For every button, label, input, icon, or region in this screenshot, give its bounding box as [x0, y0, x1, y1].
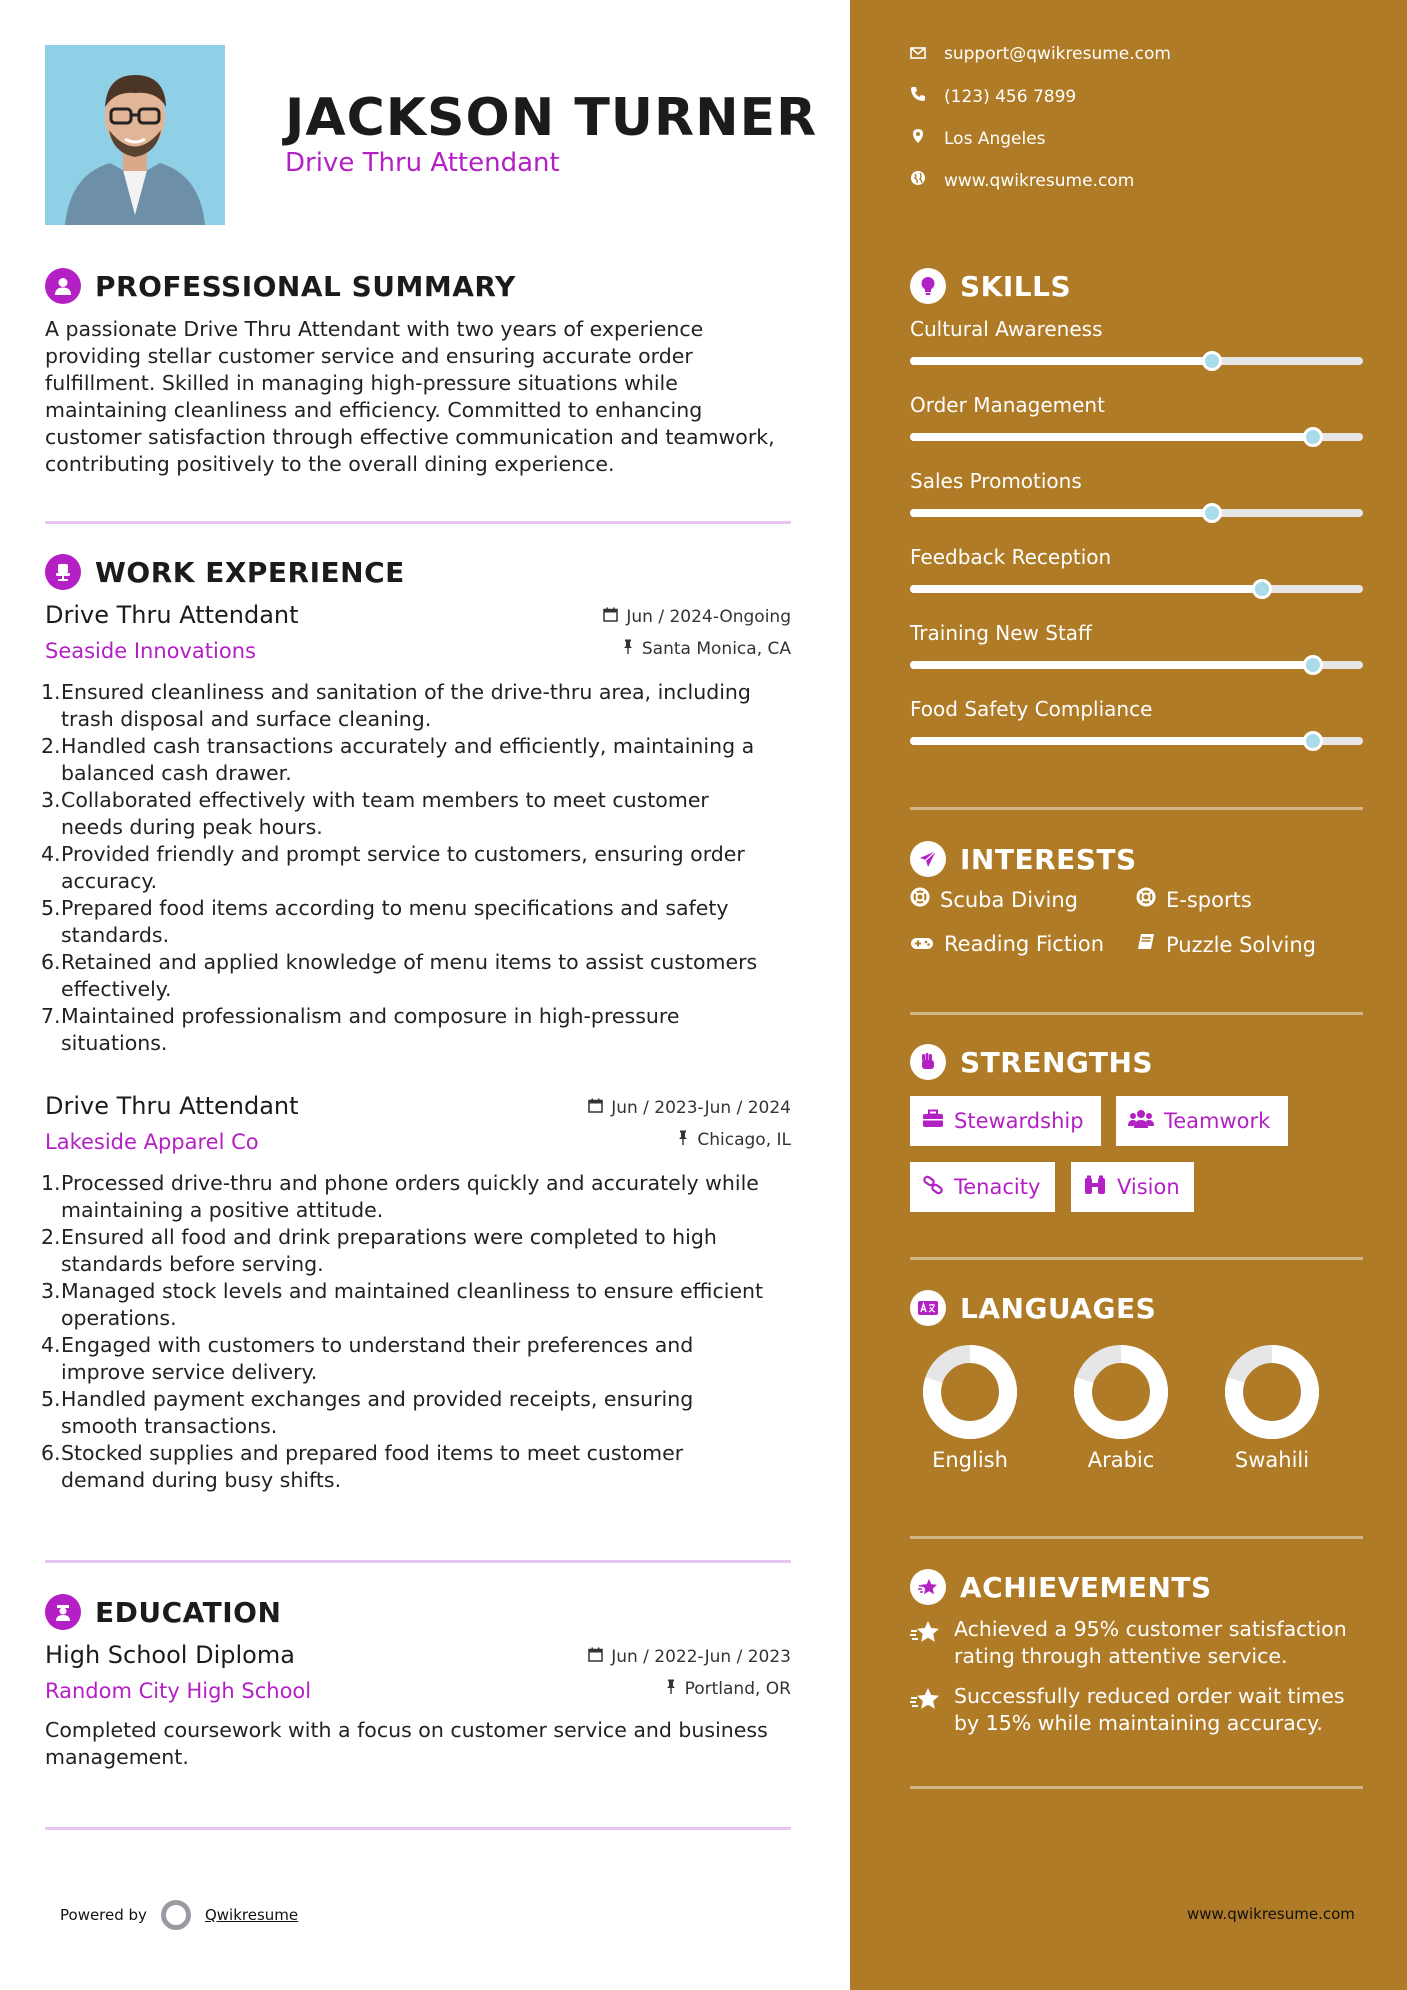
- strength-chip: [1116, 1096, 1288, 1146]
- education-header: [45, 1594, 281, 1630]
- skill-label: Food Safety Compliance: [910, 697, 1153, 721]
- bullet-line: Processed drive-thru and phone orders quickly and accurately while: [61, 1171, 759, 1195]
- bullet-text: [61, 841, 745, 895]
- bullet-number: 1.: [41, 1171, 61, 1195]
- bullet-item: [41, 1386, 791, 1440]
- bullet-line: effectively.: [61, 977, 172, 1001]
- education-date: [588, 1647, 791, 1667]
- bullet-line: Stocked supplies and prepared food items to meet customer: [61, 1441, 684, 1465]
- bullet-text: [61, 1224, 717, 1278]
- powered-by: [60, 1900, 298, 1930]
- life-ring-icon: [910, 887, 930, 912]
- skill-track: [910, 737, 1363, 745]
- bullet-text: [61, 733, 754, 787]
- interests-header: [910, 841, 1137, 877]
- bullet-line: smooth transactions.: [61, 1414, 278, 1438]
- bullet-number: 4.: [41, 1333, 61, 1357]
- gamepad-icon: [910, 932, 934, 956]
- achievement-item: [910, 1683, 1370, 1737]
- bullet-item: [41, 949, 791, 1003]
- interest-label: Reading Fiction: [944, 932, 1105, 956]
- skill-label: Cultural Awareness: [910, 317, 1103, 341]
- envelope-icon: [910, 44, 926, 64]
- briefcase-icon: [922, 1109, 944, 1134]
- office-chair-icon: [45, 554, 81, 590]
- achievement-item: [910, 1616, 1370, 1670]
- achievement-line: rating through attentive service.: [954, 1644, 1288, 1668]
- language-item: [910, 1344, 1030, 1472]
- bullet-line: Handled payment exchanges and provided receipts, ensuring: [61, 1387, 694, 1411]
- job-bullets: [41, 679, 791, 1057]
- skill-item: [910, 393, 1363, 441]
- bullet-number: 6.: [41, 1441, 61, 1465]
- bullet-item: [41, 841, 791, 895]
- education-entry: [45, 1641, 791, 1771]
- interests-title: INTERESTS: [960, 842, 1137, 876]
- strength-label: Teamwork: [1164, 1109, 1271, 1133]
- skill-item: [910, 697, 1363, 745]
- skill-fill: [910, 433, 1313, 441]
- bullet-text: [61, 1386, 693, 1440]
- users-icon: [1128, 1109, 1154, 1134]
- candidate-role: Drive Thru Attendant: [285, 148, 560, 178]
- pin-icon: [622, 639, 634, 659]
- achievement-line: by 15% while maintaining accuracy.: [954, 1711, 1323, 1735]
- skill-label: Sales Promotions: [910, 469, 1082, 493]
- calendar-icon: [603, 607, 618, 627]
- strength-chip: [910, 1162, 1055, 1212]
- skill-slider-handle: [1202, 503, 1222, 523]
- graduate-icon: [45, 1594, 81, 1630]
- bullet-line: Prepared food items according to menu specifications and safety: [61, 896, 729, 920]
- achievement-line: Successfully reduced order wait times: [954, 1684, 1345, 1708]
- calendar-icon: [588, 1647, 603, 1667]
- divider: [910, 807, 1363, 810]
- skill-track: [910, 357, 1363, 365]
- job-entry: [41, 1092, 791, 1494]
- bullet-text: [61, 949, 757, 1003]
- contact-website-text: www.qwikresume.com: [944, 170, 1135, 191]
- education-location: [665, 1679, 791, 1699]
- job-location-text: Santa Monica, CA: [641, 639, 791, 659]
- bullet-line: Retained and applied knowledge of menu items to assist customers: [61, 950, 758, 974]
- experience-header: [45, 554, 405, 590]
- bullet-text: [61, 1440, 683, 1494]
- bullet-item: [41, 1170, 791, 1224]
- skill-item: [910, 469, 1363, 517]
- contact-email[interactable]: [910, 44, 1171, 64]
- bullet-line: Provided friendly and prompt service to customers, ensuring order: [61, 842, 745, 866]
- summary-header: [45, 268, 516, 304]
- interest-item: [910, 932, 1104, 956]
- job-title: Drive Thru Attendant: [45, 601, 299, 629]
- bullet-text: [61, 787, 709, 841]
- education-date-text: Jun / 2022-Jun / 2023: [611, 1647, 791, 1667]
- bullet-item: [41, 1003, 791, 1057]
- bullet-number: 5.: [41, 896, 61, 920]
- bullet-item: [41, 1224, 791, 1278]
- skill-fill: [910, 357, 1212, 365]
- divider: [910, 1257, 1363, 1260]
- pin-icon: [665, 1679, 677, 1699]
- user-icon: [45, 268, 81, 304]
- divider: [910, 1012, 1363, 1015]
- interest-item: [910, 887, 1078, 912]
- bullet-line: needs during peak hours.: [61, 815, 323, 839]
- bullet-line: demand during busy shifts.: [61, 1468, 342, 1492]
- interest-label: Scuba Diving: [940, 887, 1078, 912]
- divider: [910, 1536, 1363, 1539]
- bullet-item: [41, 1332, 791, 1386]
- bullet-text: [61, 1003, 679, 1057]
- achievement-line: Achieved a 95% customer satisfaction: [954, 1617, 1347, 1641]
- achievements-header: [910, 1569, 1212, 1605]
- interest-item: [1136, 887, 1252, 912]
- skills-header: [910, 268, 1071, 304]
- bullet-line: Ensured cleanliness and sanitation of the drive-thru area, including: [61, 680, 751, 704]
- bullet-line: improve service delivery.: [61, 1360, 318, 1384]
- achievement-text: [954, 1683, 1345, 1737]
- powered-by-label: Powered by: [60, 1906, 147, 1924]
- skill-label: Feedback Reception: [910, 545, 1112, 569]
- bullet-number: 5.: [41, 1387, 61, 1411]
- bullet-number: 1.: [41, 680, 61, 704]
- bullet-line: Handled cash transactions accurately and efficiently, maintaining a: [61, 734, 755, 758]
- achievements-title: ACHIEVEMENTS: [960, 1570, 1212, 1604]
- divider: [45, 521, 791, 524]
- divider: [45, 1560, 791, 1563]
- skill-item: [910, 545, 1363, 593]
- skill-item: [910, 621, 1363, 669]
- star-badge-icon: [910, 1619, 942, 1670]
- calendar-icon: [588, 1098, 603, 1118]
- bullet-line: Maintained professionalism and composure in high-pressure: [61, 1004, 680, 1028]
- star-badge-icon: [910, 1569, 946, 1605]
- language-item: [1061, 1344, 1181, 1472]
- skill-track: [910, 433, 1363, 441]
- job-entry: [41, 601, 791, 1057]
- degree-title: High School Diploma: [45, 1641, 295, 1669]
- job-location-text: Chicago, IL: [697, 1130, 791, 1150]
- bullet-line: balanced cash drawer.: [61, 761, 292, 785]
- skill-slider-handle: [1202, 351, 1222, 371]
- summary-text: A passionate Drive Thru Attendant with two years of experience providing stellar customer service and ensuring accurate order fulfillment. Skilled in managing high-pressure situations while maintaining cleanliness and efficiency. Committed to enhancing customer satisfaction through effective communication and teamwork, contributing positively to the overall dining experience.: [45, 317, 775, 476]
- skill-slider-handle: [1303, 655, 1323, 675]
- skill-track: [910, 509, 1363, 517]
- bullet-number: 3.: [41, 1279, 61, 1303]
- job-title: Drive Thru Attendant: [45, 1092, 299, 1120]
- skill-fill: [910, 661, 1313, 669]
- strengths-header: [910, 1044, 1153, 1080]
- phone-icon: [910, 86, 926, 107]
- skill-track: [910, 661, 1363, 669]
- bullet-item: [41, 1278, 791, 1332]
- bullet-line: operations.: [61, 1306, 177, 1330]
- job-date: [588, 1098, 791, 1118]
- bullet-text: [61, 679, 751, 733]
- strength-chip: [1071, 1162, 1194, 1212]
- bullet-text: [61, 1170, 759, 1224]
- bullet-text: [61, 1332, 693, 1386]
- strength-label: Vision: [1117, 1175, 1180, 1199]
- bullet-text: [61, 895, 729, 949]
- job-date-text: Jun / 2024-Ongoing: [626, 607, 791, 627]
- bullet-number: 4.: [41, 842, 61, 866]
- binoculars-icon: [1083, 1175, 1107, 1200]
- skill-slider-handle: [1303, 427, 1323, 447]
- translate-icon: [910, 1290, 946, 1326]
- fist-icon: [910, 1044, 946, 1080]
- language-level-ring: [922, 1344, 1018, 1440]
- contact-phone[interactable]: [910, 86, 1076, 107]
- bullet-line: trash disposal and surface cleaning.: [61, 707, 432, 731]
- life-ring-icon: [1136, 887, 1156, 912]
- bullet-line: standards before serving.: [61, 1252, 324, 1276]
- contact-website[interactable]: [910, 170, 1134, 191]
- interest-label: Puzzle Solving: [1166, 932, 1316, 957]
- bullet-item: [41, 1440, 791, 1494]
- contact-location-text: Los Angeles: [944, 128, 1046, 149]
- bullet-line: situations.: [61, 1031, 168, 1055]
- education-title: EDUCATION: [95, 1595, 282, 1629]
- bullet-line: accuracy.: [61, 869, 158, 893]
- skill-label: Training New Staff: [910, 621, 1092, 645]
- candidate-name: JACKSON TURNER: [285, 88, 818, 148]
- education-description: Completed coursework with a focus on customer service and business management.: [45, 1718, 768, 1769]
- skill-fill: [910, 509, 1212, 517]
- divider: [45, 1827, 791, 1830]
- bullet-line: Engaged with customers to understand their preferences and: [61, 1333, 694, 1357]
- footer-website[interactable]: www.qwikresume.com: [1187, 1905, 1355, 1923]
- bullet-number: 2.: [41, 1225, 61, 1249]
- bullet-line: maintaining a positive attitude.: [61, 1198, 384, 1222]
- bullet-number: 3.: [41, 788, 61, 812]
- contact-location: [910, 128, 1046, 149]
- bullet-item: [41, 679, 791, 733]
- job-bullets: [41, 1170, 791, 1494]
- skills-title: SKILLS: [960, 269, 1072, 303]
- experience-title: WORK EXPERIENCE: [95, 555, 405, 589]
- skill-fill: [910, 585, 1262, 593]
- achievement-text: [954, 1616, 1347, 1670]
- job-location: [677, 1130, 791, 1150]
- divider: [910, 1786, 1363, 1789]
- bullet-item: [41, 733, 791, 787]
- bullet-number: 6.: [41, 950, 61, 974]
- bullet-line: Managed stock levels and maintained cleanliness to ensure efficient: [61, 1279, 764, 1303]
- language-label: English: [932, 1448, 1008, 1472]
- skill-fill: [910, 737, 1313, 745]
- school-name: Random City High School: [45, 1679, 312, 1703]
- job-company: Seaside Innovations: [45, 639, 256, 663]
- language-level-ring: [1073, 1344, 1169, 1440]
- education-location-text: Portland, OR: [684, 1679, 791, 1699]
- skill-label: Order Management: [910, 393, 1105, 417]
- job-location: [622, 639, 791, 659]
- interest-item: [1136, 932, 1316, 957]
- qwikresume-logo-icon: [161, 1900, 191, 1930]
- bullet-item: [41, 895, 791, 949]
- bullet-number: 2.: [41, 734, 61, 758]
- languages-title: LANGUAGES: [960, 1291, 1157, 1325]
- strengths-title: STRENGTHS: [960, 1045, 1154, 1079]
- map-marker-icon: [910, 128, 926, 149]
- pin-icon: [677, 1130, 689, 1150]
- job-date-text: Jun / 2023-Jun / 2024: [611, 1098, 791, 1118]
- language-label: Arabic: [1087, 1448, 1155, 1472]
- skill-slider-handle: [1303, 731, 1323, 751]
- star-badge-icon: [910, 1686, 942, 1737]
- brand-link[interactable]: Qwikresume: [204, 1906, 299, 1924]
- strength-label: Stewardship: [954, 1109, 1084, 1133]
- paper-plane-icon: [910, 841, 946, 877]
- bullet-number: 7.: [41, 1004, 61, 1028]
- language-item: [1212, 1344, 1332, 1472]
- languages-header: [910, 1290, 1156, 1326]
- bullet-line: standards.: [61, 923, 170, 947]
- bullet-line: Collaborated effectively with team members to meet customer: [61, 788, 709, 812]
- bullet-text: [61, 1278, 763, 1332]
- globe-icon: [910, 170, 926, 191]
- contact-phone-text: (123) 456 7899: [944, 86, 1077, 107]
- skill-item: [910, 317, 1363, 365]
- language-label: Swahili: [1234, 1448, 1310, 1472]
- strength-label: Tenacity: [954, 1175, 1041, 1199]
- interest-label: E-sports: [1166, 887, 1252, 912]
- lightbulb-icon: [910, 268, 946, 304]
- strength-chip: [910, 1096, 1101, 1146]
- contact-email-text: support@qwikresume.com: [944, 44, 1171, 64]
- skill-track: [910, 585, 1363, 593]
- language-level-ring: [1224, 1344, 1320, 1440]
- bullet-item: [41, 787, 791, 841]
- book-icon: [1136, 932, 1156, 957]
- job-date: [603, 607, 791, 627]
- bullet-line: Ensured all food and drink preparations were completed to high: [61, 1225, 717, 1249]
- summary-title: PROFESSIONAL SUMMARY: [95, 269, 516, 303]
- job-company: Lakeside Apparel Co: [45, 1130, 259, 1154]
- profile-photo: [45, 45, 225, 225]
- link-icon: [922, 1175, 944, 1200]
